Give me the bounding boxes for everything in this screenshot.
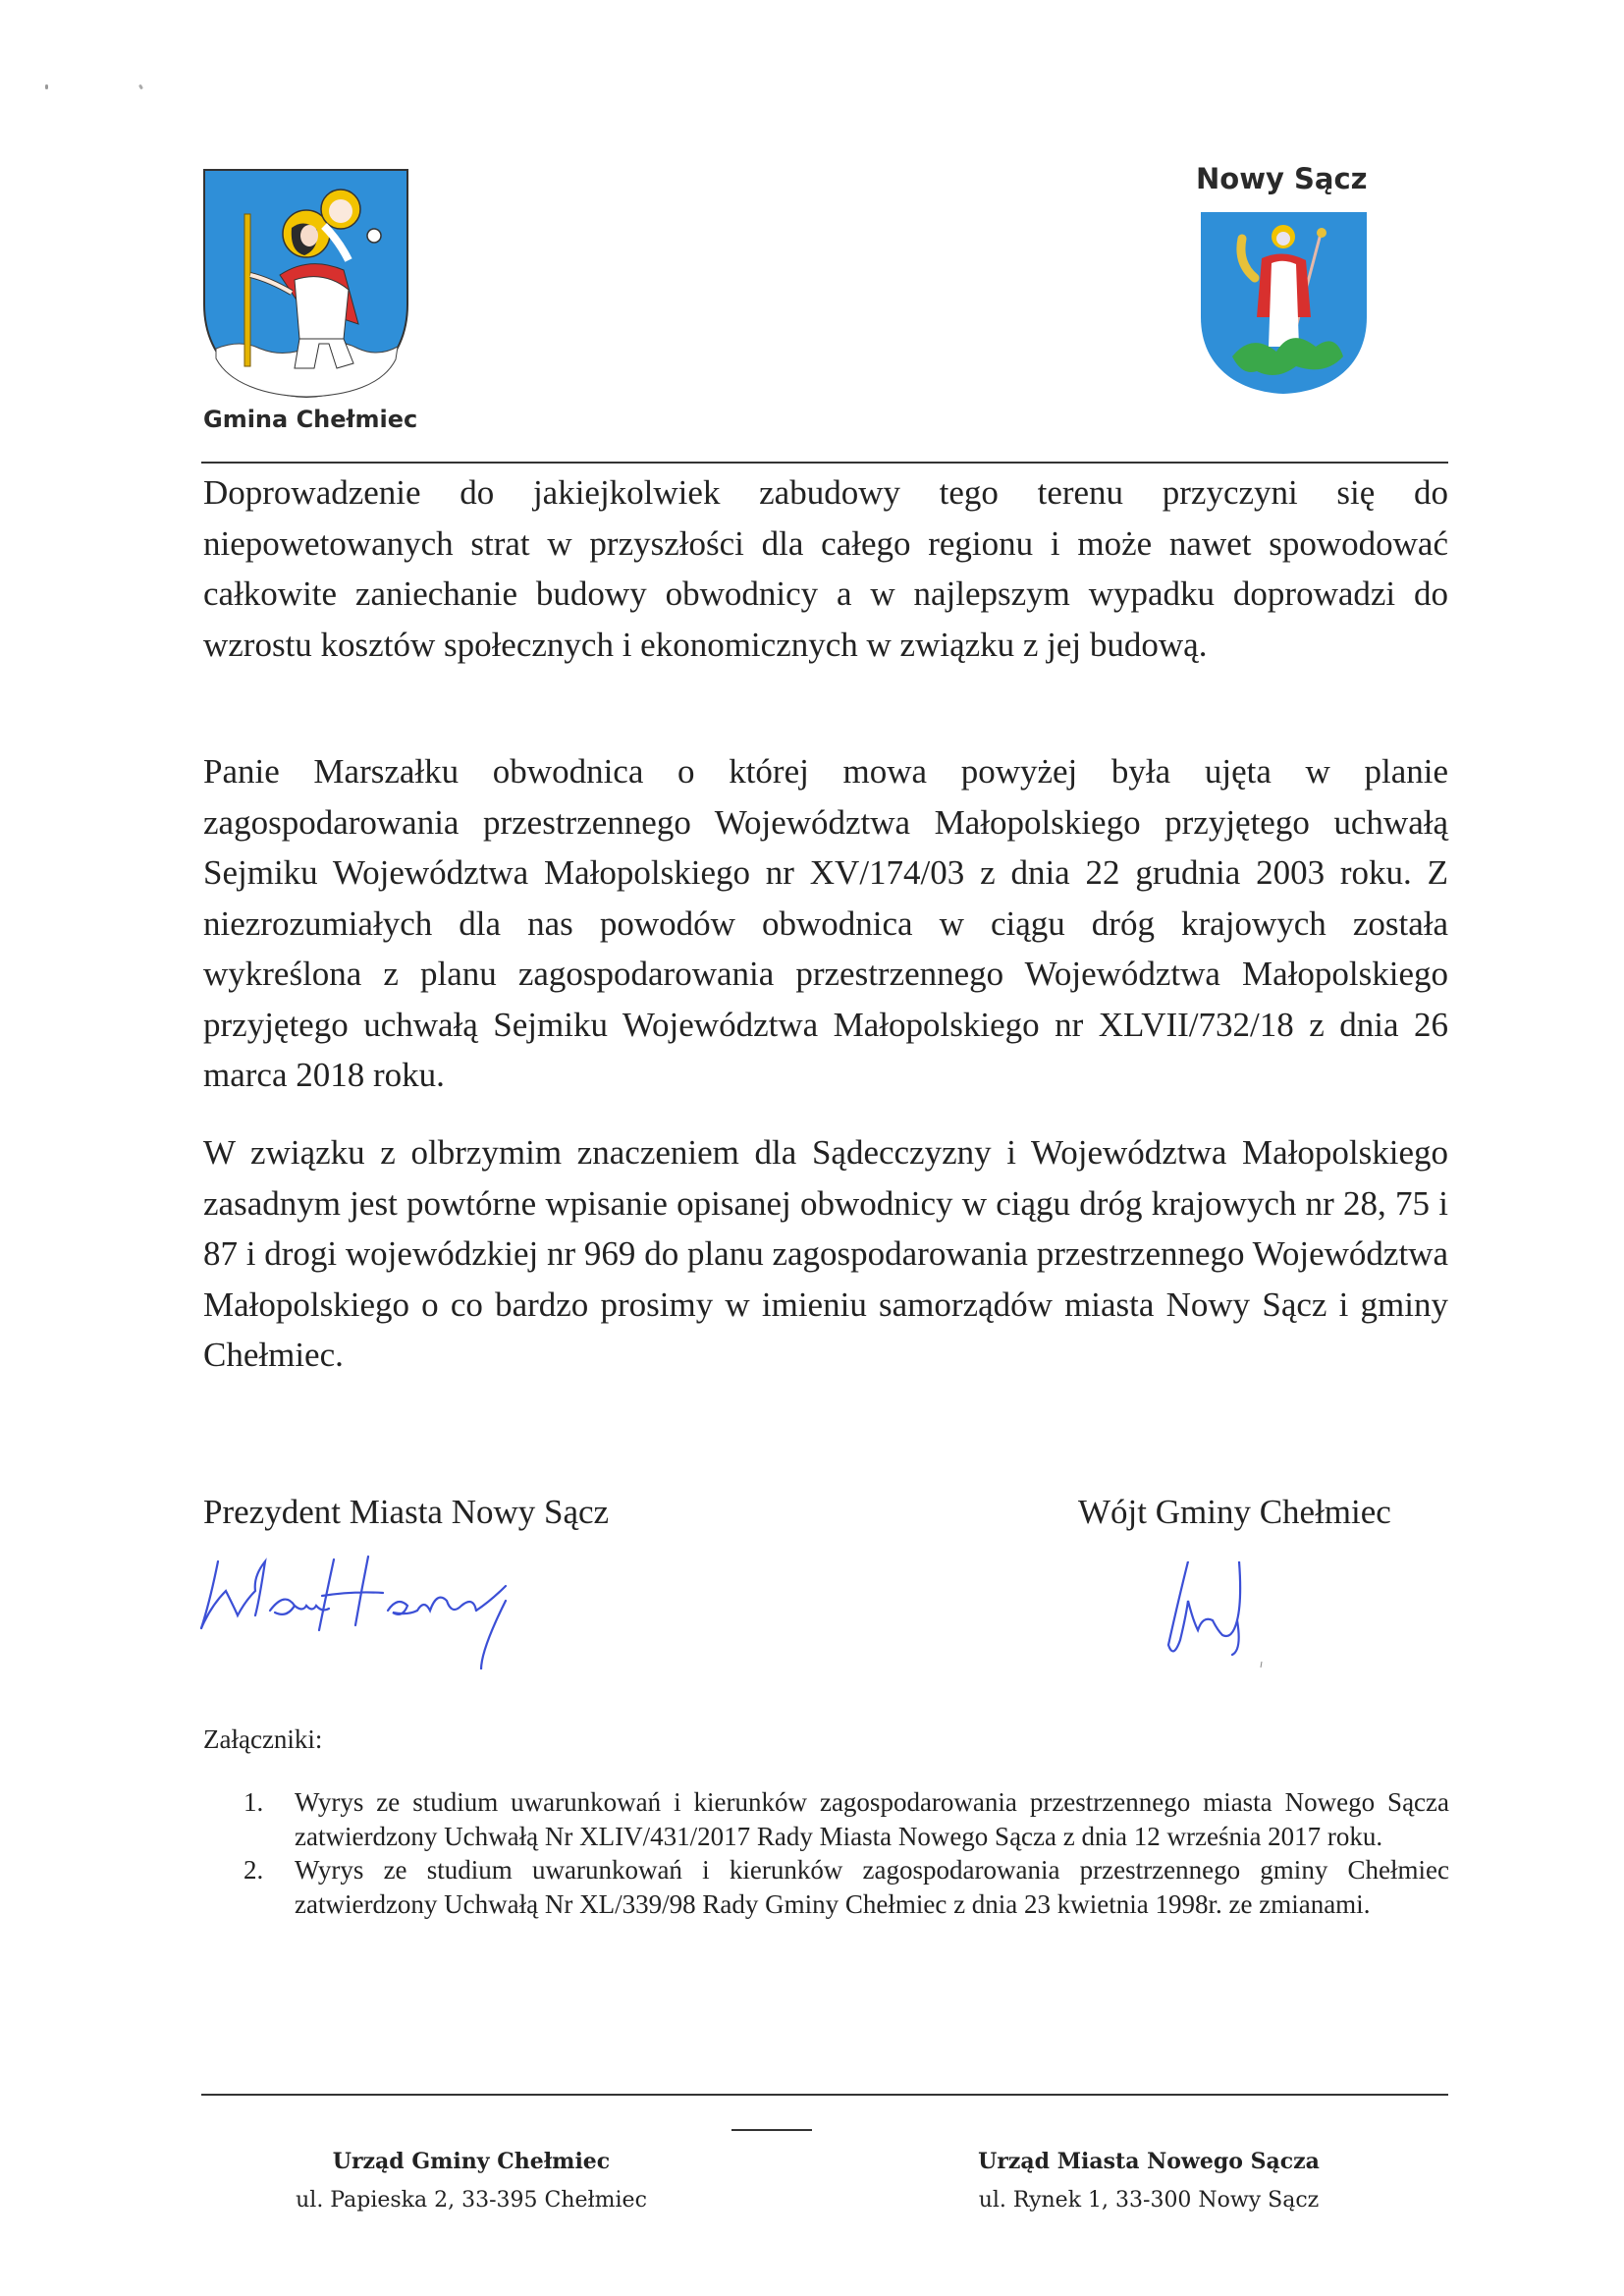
crest-nowy-sacz xyxy=(1198,209,1370,396)
attachment-number: 1. xyxy=(244,1787,264,1817)
attachment-text: Wyrys ze studium uwarunkowań i kierunków zagospodarowania przestrzennego gminy Chełmiec zatwierdzony Uchwałą Nr XL/339/98 Rady Gminy Chełmiec z dnia 23 kwietnia 1998r. ze zmianami. xyxy=(295,1855,1449,1919)
attachments-title: Załączniki: xyxy=(203,1724,323,1754)
signature-title-president: Prezydent Miasta Nowy Sącz xyxy=(203,1493,610,1531)
footer-right-address: ul. Rynek 1, 33-300 Nowy Sącz xyxy=(978,2188,1320,2213)
attachment-text: Wyrys ze studium uwarunkowań i kierunków zagospodarowania przestrzennego miasta Nowego Sącza zatwierdzony Uchwałą Nr XLIV/431/2017 Rady Miasta Nowego Sącza z dnia 12 września 2017 roku. xyxy=(295,1787,1449,1851)
footer-right-name: Urząd Miasta Nowego Sącza xyxy=(978,2149,1320,2174)
footer-right xyxy=(933,2149,1365,2213)
crest-chelmiec xyxy=(201,167,412,403)
scan-speck xyxy=(138,84,143,90)
header-divider xyxy=(201,462,1448,464)
footer-center-divider xyxy=(731,2129,812,2131)
crest-label-nowy-sacz: Nowy Sącz xyxy=(1196,162,1368,195)
footer-left-name: Urząd Gminy Chełmiec xyxy=(332,2149,611,2174)
signature-president xyxy=(196,1552,805,1669)
attachments-list xyxy=(244,1785,1449,1921)
scan-speck xyxy=(45,84,48,89)
attachment-item xyxy=(244,1853,1449,1921)
footer-left xyxy=(255,2149,687,2213)
body-paragraph-1: Doprowadzenie do jakiejkolwiek zabudowy tego terenu przyczyni się do niepowetowanych strat w przyszłości dla całego regionu i może nawet spowodować całkowite zaniechanie budowy obwodnicy a w najlepszym wypadku doprowadzi do wzrostu kosztów społecznych i ekonomicznych w związku z jej budową. xyxy=(203,473,1448,664)
footer-divider xyxy=(201,2094,1448,2096)
attachment-number: 2. xyxy=(244,1855,264,1885)
signature-wojt xyxy=(1159,1561,1296,1669)
coat-of-arms-st-christopher-icon xyxy=(201,167,412,403)
attachment-item xyxy=(244,1785,1449,1853)
body-paragraph-2: Panie Marszałku obwodnica o której mowa powyżej była ujęta w planie zagospodarowania przestrzennego Województwa Małopolskiego przyjętego uchwałą Sejmiku Województwa Małopolskiego nr XV/174/03 z dnia 22 grudnia 2003 roku. Z niezrozumiałych dla nas powodów obwodnica w ciągu dróg krajowych została wykreślona z planu zagospodarowania przestrzennego Województwa Małopolskiego przyjętego uchwałą Sejmiku Województwa Małopolskiego nr XLVII/732/18 z dnia 26 marca 2018 roku. xyxy=(203,752,1448,1094)
coat-of-arms-st-margaret-icon xyxy=(1198,209,1370,396)
crest-label-chelmiec: Gmina Chełmiec xyxy=(203,406,418,433)
footer-left-address: ul. Papieska 2, 33-395 Chełmiec xyxy=(296,2188,647,2213)
body-paragraph-3: W związku z olbrzymim znaczeniem dla Sądecczyzny i Województwa Małopolskiego zasadnym jest powtórne wpisanie opisanej obwodnicy w ciągu dróg krajowych nr 28, 75 i 87 i drogi wojewódzkiej nr 969 do planu zagospodarowania przestrzennego Województwa Małopolskiego o co bardzo prosimy w imieniu samorządów miasta Nowy Sącz i gminy Chełmiec. xyxy=(203,1133,1448,1374)
signature-title-wojt: Wójt Gminy Chełmiec xyxy=(1078,1493,1391,1531)
